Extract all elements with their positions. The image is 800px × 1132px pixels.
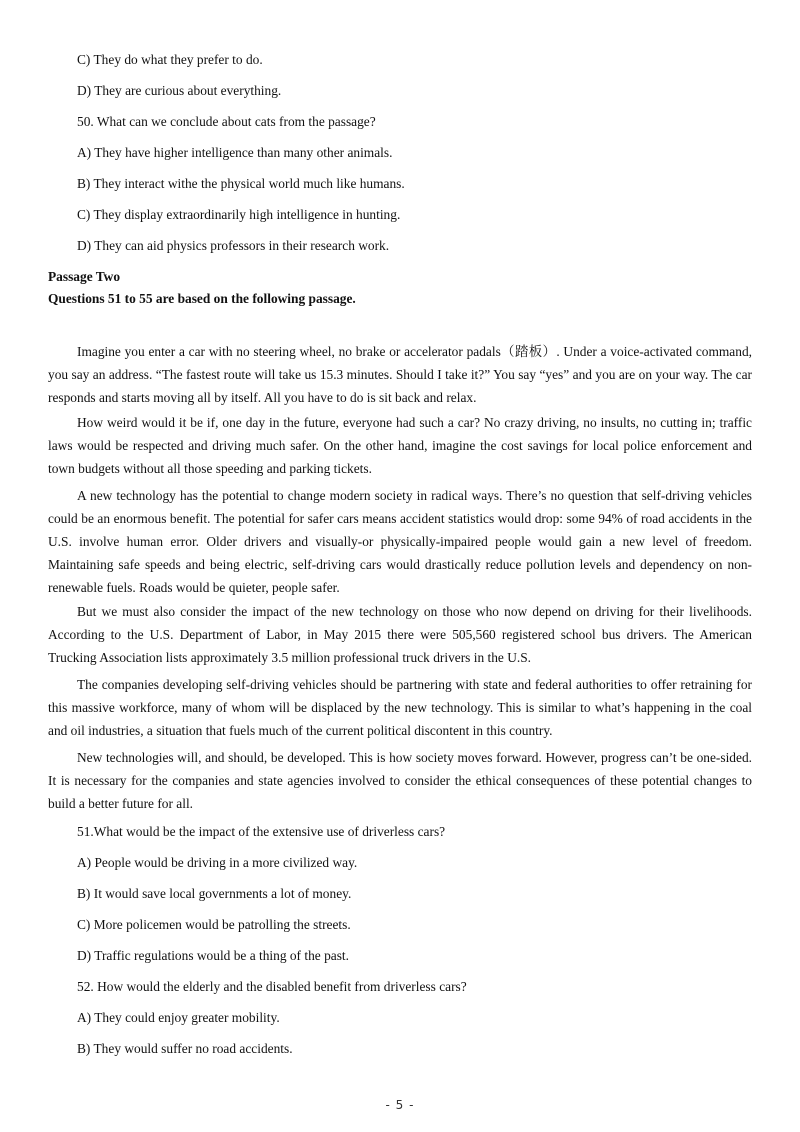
passage-paragraph-3: A new technology has the potential to change modern society in radical ways. There’s no question that self-driving vehicles could be an enormous benefit. The potential for safer cars means accident statistics would drop: some 94% of road accidents in the U.S. involve human error. Older drivers and visually-or physically-impaired people would gain a new level of freedom. Maintaining safe speeds and being electric, self-driving cars would drastically reduce pollution levels and dependency on non-renewable fuels. Roads would be quieter, people safer. <box>48 488 752 595</box>
q51-stem: 51.What would be the impact of the extensive use of driverless cars? <box>77 824 446 839</box>
q50-option-a: A) They have higher intelligence than many other animals. <box>77 145 393 160</box>
q51-option-a: A) People would be driving in a more civilized way. <box>77 855 358 870</box>
q50-option-c: C) They display extraordinarily high intelligence in hunting. <box>77 207 401 222</box>
passage-title: Passage Two <box>48 269 121 284</box>
passage-paragraph-5: The companies developing self-driving vehicles should be partnering with state and federal authorities to offer retraining for this massive workforce, many of whom will be displaced by the new technology. This is similar to what’s happening in the coal and oil industries, a situation that fuels much of the current political discontent in this country. <box>48 677 752 738</box>
passage-paragraph-4: But we must also consider the impact of the new technology on those who now depend on driving for their livelihoods. According to the U.S. Department of Labor, in May 2015 there were 505,560 registered school bus drivers. The American Trucking Association lists approximately 3.5 million professional truck drivers in the U.S. <box>48 604 752 665</box>
q50-option-b: B) They interact withe the physical world much like humans. <box>77 176 405 191</box>
passage-paragraph-1: Imagine you enter a car with no steering wheel, no brake or accelerator padals（踏板）. Under a voice-activated command, you say an address. “The fastest route will take us 15.3 minutes. Should I take it?” You say “yes” and you are on your way. The car responds and starts moving all by itself. All you have to do is sit back and relax. <box>48 344 752 405</box>
passage-instruction: Questions 51 to 55 are based on the following passage. <box>48 291 356 306</box>
q49-option-d: D) They are curious about everything. <box>77 83 282 98</box>
passage-paragraph-6: New technologies will, and should, be developed. This is how society moves forward. However, progress can’t be one-sided. It is necessary for the companies and state agencies involved to consider the ethical consequences of these potential changes to build a better future for all. <box>48 750 752 811</box>
q51-option-c: C) More policemen would be patrolling the streets. <box>77 917 351 932</box>
q52-stem: 52. How would the elderly and the disabled benefit from driverless cars? <box>77 979 467 994</box>
q52-option-a: A) They could enjoy greater mobility. <box>77 1010 280 1025</box>
q50-option-d: D) They can aid physics professors in their research work. <box>77 238 390 253</box>
q50-stem: 50. What can we conclude about cats from the passage? <box>77 114 376 129</box>
q51-option-d: D) Traffic regulations would be a thing of the past. <box>77 948 349 963</box>
q49-option-c: C) They do what they prefer to do. <box>77 52 263 67</box>
q52-option-b: B) They would suffer no road accidents. <box>77 1041 293 1056</box>
page-number: - 5 - <box>385 1098 415 1112</box>
passage-paragraph-2: How weird would it be if, one day in the future, everyone had such a car? No crazy driving, no insults, no cutting in; traffic laws would be respected and driving much safer. On the other hand, imagine the cost savings for local police enforcement and town budgets without all those speeding and parking tickets. <box>48 415 752 476</box>
q51-option-b: B) It would save local governments a lot of money. <box>77 886 352 901</box>
